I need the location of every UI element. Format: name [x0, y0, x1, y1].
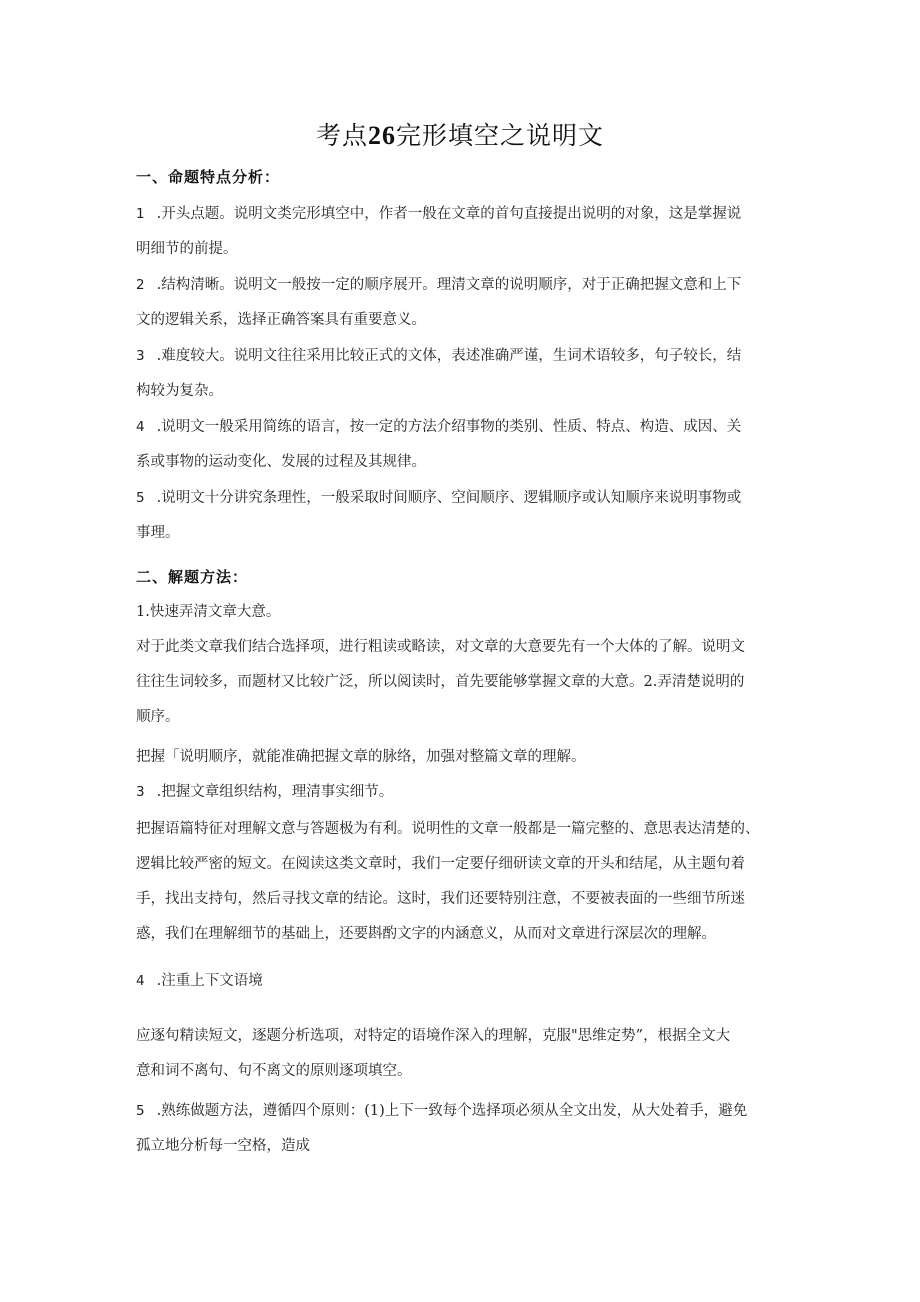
item-text: .说明文一般采用简练的语言，按一定的方法介绍事物的类别、性质、特点、构造、成因、关	[156, 419, 742, 435]
method-4-title	[136, 964, 784, 999]
method-1-title	[136, 595, 784, 630]
title-number: 26	[368, 121, 396, 150]
paragraph-line: 应逐句精读短文，逐题分析选项，对特定的语境作深入的理解，克服"思维定势”，根据全文大	[136, 1028, 731, 1044]
item-number: 1	[136, 206, 145, 222]
item-number: 5	[136, 1103, 145, 1119]
page-title	[0, 116, 920, 152]
item-text: .难度较大。说明文往往采用比较正式的文体，表述准确严谨，生词术语较多，句子较长，结	[156, 348, 742, 364]
paragraph-line: 惑，我们在理解细节的基础上，还要斟酌文字的内涵意义，从而对文章进行深层次的理解。	[136, 926, 716, 942]
paragraph-line: 顺序。	[136, 709, 180, 725]
paragraph-line: 孤立地分析每一空格，造成	[136, 1138, 310, 1154]
method-1-title-text: 1.快速弄清文章大意。	[136, 604, 281, 620]
method-3-body	[136, 812, 784, 952]
section1-item-2	[136, 268, 784, 338]
method-5-body	[136, 1094, 784, 1164]
method-4-body	[136, 1019, 784, 1089]
item-text: 事理。	[136, 525, 180, 541]
item-number: 3	[136, 784, 145, 800]
title-suffix: 完形填空之说明文	[396, 121, 605, 150]
item-text: .结构清晰。说明文一般按一定的顺序展开。理清文章的说明顺序，对于正确把握文意和上下	[156, 277, 742, 293]
method-3-title-text: .把握文章组织结构，理清事实细节。	[156, 784, 394, 800]
section1-item-4	[136, 410, 784, 480]
item-number: 5	[136, 490, 145, 506]
item-text: .说明文十分讲究条理性，一般采取时间顺序、空间顺序、逻辑顺序或认知顺序来说明事物或	[156, 490, 742, 506]
method-2-body	[136, 740, 784, 775]
section1-item-3	[136, 339, 784, 409]
paragraph-line: 把握语篇特征对理解文意与答题极为有利。说明性的文章一般都是一篇完整的、意思表达清楚的、	[136, 821, 760, 837]
item-text: 文的逻辑关系，选择正确答案具有重要意义。	[136, 312, 426, 328]
paragraph-line: 对于此类文章我们结合选择项，进行粗读或略读，对文章的大意要先有一个大体的了解。说明文	[136, 639, 745, 655]
section1-item-5	[136, 481, 784, 551]
item-text: 明细节的前提。	[136, 241, 238, 257]
section1-item-1	[136, 197, 784, 267]
paragraph-line: 手，找出支持句，然后寻找文章的结论。这时，我们还要特别注意，不要被表面的一些细节所迷	[136, 891, 745, 907]
method-3-title	[136, 775, 784, 810]
item-text: .开头点题。说明文类完形填空中，作者一般在文章的首句直接提出说明的对象，这是掌握说	[156, 206, 742, 222]
paragraph-line: .熟练做题方法，遵循四个原则：(1)上下一致每个选择项必须从全文出发，从大处着手，避免	[156, 1103, 748, 1119]
item-text: 构较为复杂。	[136, 383, 223, 399]
paragraph-line: 逻辑比较严密的短文。在阅读这类文章时，我们一定要仔细研读文章的开头和结尾，从主题句着	[136, 856, 745, 872]
paragraph-line: 往往生词较多，而题材又比较广泛，所以阅读时，首先要能够掌握文章的大意。2.弄清楚说明的	[136, 674, 745, 690]
method-1-body	[136, 630, 784, 735]
item-number: 2	[136, 277, 145, 293]
item-number: 3	[136, 348, 145, 364]
section1-heading: 一、命题特点分析：	[136, 168, 281, 186]
title-prefix: 考点	[315, 121, 368, 150]
section2-heading: 二、解题方法：	[136, 568, 249, 586]
method-4-title-text: .注重上下文语境	[156, 973, 263, 989]
paragraph-line: 意和词不离句、句不离文的原则逐项填空。	[136, 1063, 412, 1079]
item-text: 系或事物的运动变化、发展的过程及其规律。	[136, 454, 426, 470]
item-number: 4	[136, 419, 145, 435]
paragraph-line: 把握「说明顺序，就能准确把握文章的脉络，加强对整篇文章的理解。	[136, 749, 586, 765]
item-number: 4	[136, 973, 145, 989]
